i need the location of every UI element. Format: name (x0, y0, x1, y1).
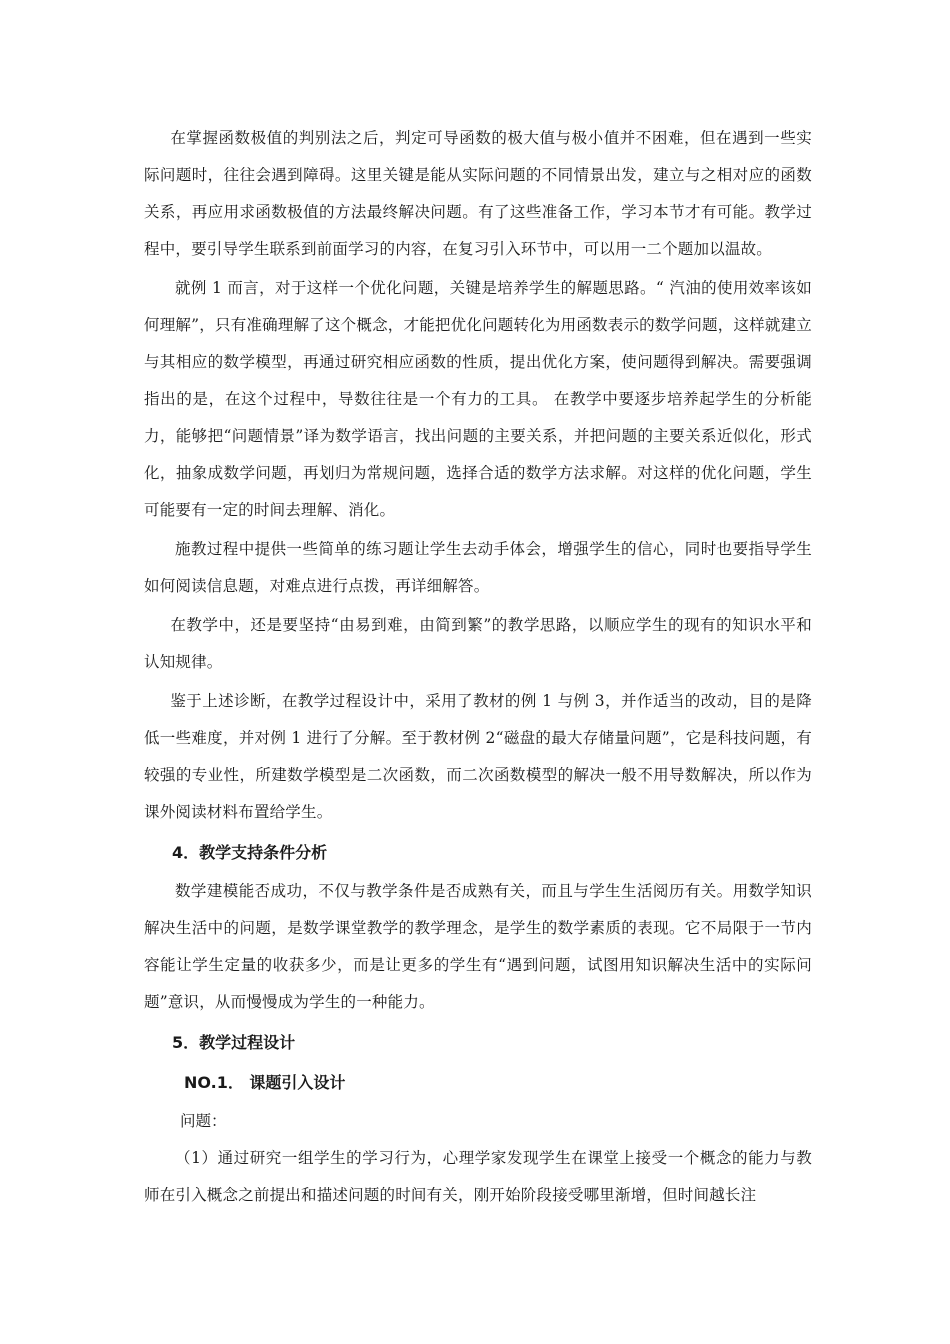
heading-topic-introduction: NO.1． 课题引入设计 (184, 1073, 346, 1092)
document-body (144, 120, 812, 1216)
paragraph-question-1: （1）通过研究一组学生的学习行为，心理学家发现学生在课堂上接受一个概念的能力与教师在引入概念之前提出和描述问题的时间有关，刚开始阶段接受哪里渐增，但时间越长注 (144, 1149, 812, 1204)
paragraph-extremum-intro: 在掌握函数极值的判别法之后，判定可导函数的极大值与极小值并不困难，但在遇到一些实际问题时，往往会遇到障碍。这里关键是能从实际问题的不同情景出发，建立与之相对应的函数关系，再应用求函数极值的方法最终解决问题。有了这些准备工作，学习本节才有可能。教学过程中，要引导学生联系到前面学习的内容，在复习引入环节中，可以用一二个题加以温故。 (144, 129, 812, 258)
question-label: 问题： (180, 1112, 227, 1130)
paragraph-teaching-approach: 在教学中，还是要坚持“由易到难，由简到繁”的教学思路，以顺应学生的现有的知识水平和认知规律。 (144, 616, 812, 671)
paragraph-diagnosis: 鉴于上述诊断，在教学过程设计中，采用了教材的例 1 与例 3，并作适当的改动，目的是降低一些难度，并对例 1 进行了分解。至于教材例 2“磁盘的最大存储量问题”，它是科技问题，有较强的专业性，所建数学模型是二次函数，而二次函数模型的解决一般不用导数解决，所以作为课外阅读材料布置给学生。 (144, 692, 812, 821)
paragraph-modeling: 数学建模能否成功，不仅与教学条件是否成熟有关，而且与学生生活阅历有关。用数学知识解决生活中的问题，是数学课堂教学的教学理念，是学生的数学素质的表现。它不局限于一节内容能让学生定量的收获多少，而是让更多的学生有“遇到问题，试图用知识解决生活中的实际问题”意识，从而慢慢成为学生的一种能力。 (144, 882, 812, 1011)
paragraph-practice: 施教过程中提供一些简单的练习题让学生去动手体会，增强学生的信心，同时也要指导学生如何阅读信息题，对难点进行点拨，再详细解答。 (144, 540, 812, 595)
heading-process-design: 5．教学过程设计 (172, 1033, 296, 1052)
paragraph-example-1: 就例 1 而言，对于这样一个优化问题，关键是培养学生的解题思路。“ 汽油的使用效率该如何理解”，只有准确理解了这个概念，才能把优化问题转化为用函数表示的数学问题，这样就建立与其相应的数学模型，再通过研究相应函数的性质，提出优化方案，使问题得到解决。需要强调指出的是，在这个过程中，导数往往是一个有力的工具。 在教学中要逐步培养起学生的分析能力，能够把“问题情景”译为数学语言，找出问题的主要关系，并把问题的主要关系近似化，形式化，抽象成数学问题，再划归为常规问题，选择合适的数学方法求解。对这样的优化问题，学生可能要有一定的时间去理解、消化。 (144, 279, 812, 519)
heading-support-conditions: 4．教学支持条件分析 (172, 843, 328, 862)
